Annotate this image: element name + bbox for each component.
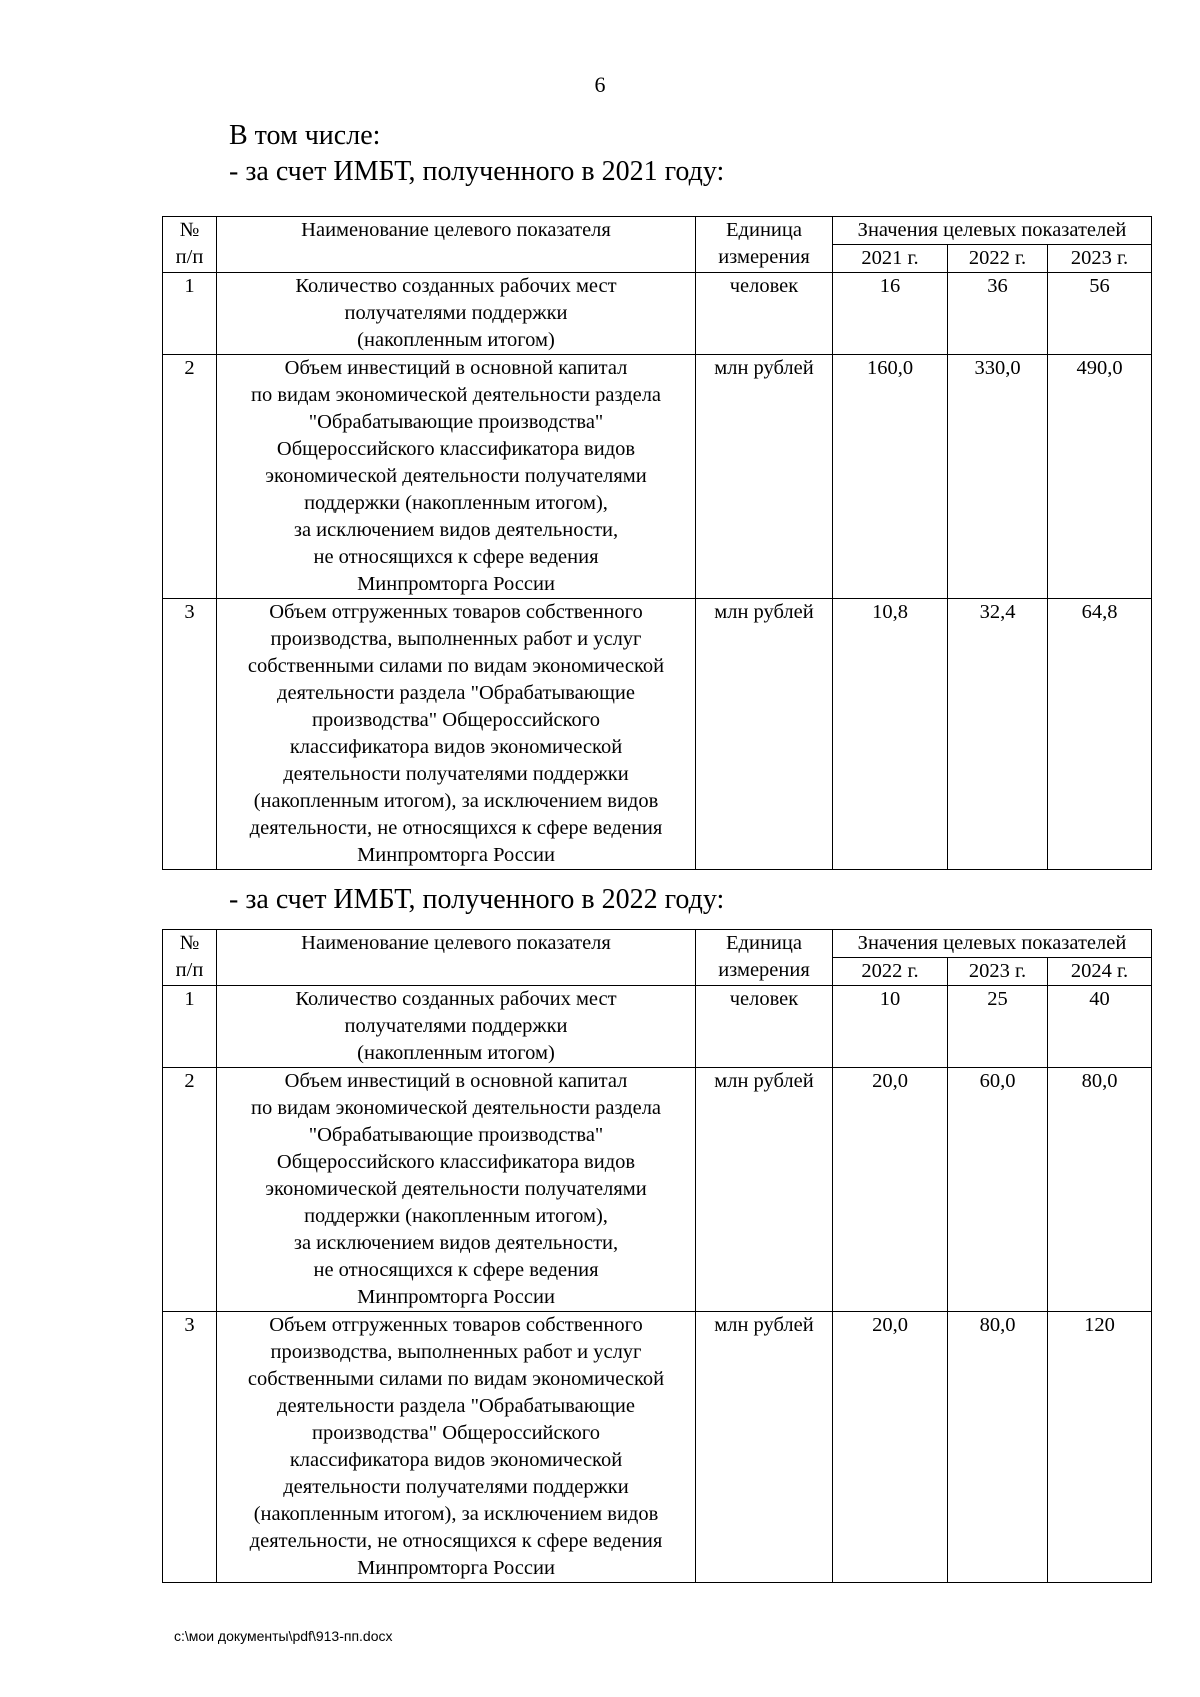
- indicator-value: 64,8: [1048, 599, 1152, 870]
- indicator-name: Количество созданных рабочих мест получателями поддержки (накопленным итогом): [217, 273, 696, 355]
- header-indicator-name: Наименование целевого показателя: [217, 217, 696, 273]
- indicator-unit: млн рублей: [696, 1312, 833, 1583]
- indicator-value: 40: [1048, 986, 1152, 1068]
- indicator-name: Объем инвестиций в основной капитал по видам экономической деятельности раздела "Обрабатывающие производства" Общероссийского классификатора видов экономической деятельности получателями поддержки (накопленным итогом), за исключением видов деятельности, не относящихся к сфере ведения Минпромторга России: [217, 355, 696, 599]
- header-number-abbr: п/п: [175, 246, 204, 268]
- row-number: 3: [163, 599, 217, 870]
- table-row: [163, 273, 1152, 355]
- row-number: 3: [163, 1312, 217, 1583]
- indicator-name: Объем отгруженных товаров собственного производства, выполненных работ и услуг собственными силами по видам экономической деятельности раздела "Обрабатывающие производства" Общероссийского классификатора видов экономической деятельности получателями поддержки (накопленным итогом), за исключением видов деятельности, не относящихся к сфере ведения Минпромторга России: [217, 1312, 696, 1583]
- header-year: 2023 г.: [948, 958, 1048, 986]
- indicator-value: 36: [948, 273, 1048, 355]
- table-row: [163, 1068, 1152, 1312]
- header-number-abbr: п/п: [175, 959, 204, 981]
- row-number: 1: [163, 986, 217, 1068]
- indicator-unit: млн рублей: [696, 1068, 833, 1312]
- indicator-name: Объем инвестиций в основной капитал по видам экономической деятельности раздела "Обрабатывающие производства" Общероссийского классификатора видов экономической деятельности получателями поддержки (накопленным итогом), за исключением видов деятельности, не относящихся к сфере ведения Минпромторга России: [217, 1068, 696, 1312]
- indicator-value: 25: [948, 986, 1048, 1068]
- header-unit: [696, 217, 833, 273]
- header-number-symbol: №: [179, 219, 200, 241]
- indicator-unit: человек: [696, 986, 833, 1068]
- indicator-name: Объем отгруженных товаров собственного производства, выполненных работ и услуг собственными силами по видам экономической деятельности раздела "Обрабатывающие производства" Общероссийского классификатора видов экономической деятельности получателями поддержки (накопленным итогом), за исключением видов деятельности, не относящихся к сфере ведения Минпромторга России: [217, 599, 696, 870]
- indicator-value: 120: [1048, 1312, 1152, 1583]
- indicators-table-2021: [162, 216, 1152, 870]
- indicator-value: 10: [833, 986, 948, 1068]
- header-unit: [696, 930, 833, 986]
- header-year: 2022 г.: [948, 245, 1048, 273]
- indicator-unit: человек: [696, 273, 833, 355]
- header-unit-line2: измерения: [718, 246, 810, 268]
- section-caption-2021: - за счет ИМБТ, полученного в 2021 году:: [229, 156, 725, 187]
- section-caption-2022: - за счет ИМБТ, полученного в 2022 году:: [229, 884, 725, 915]
- intro-line: В том числе:: [229, 120, 381, 151]
- footer-file-path: c:\мои документы\pdf\913-пп.docx: [174, 1628, 393, 1644]
- table-row: [163, 355, 1152, 599]
- indicator-value: 20,0: [833, 1312, 948, 1583]
- indicator-name: Количество созданных рабочих мест получателями поддержки (накопленным итогом): [217, 986, 696, 1068]
- indicator-value: 60,0: [948, 1068, 1048, 1312]
- header-unit-line1: Единица: [726, 219, 802, 241]
- header-year: 2022 г.: [833, 958, 948, 986]
- row-number: 2: [163, 1068, 217, 1312]
- header-number: [163, 930, 217, 986]
- indicator-value: 20,0: [833, 1068, 948, 1312]
- indicator-value: 56: [1048, 273, 1152, 355]
- indicator-value: 80,0: [1048, 1068, 1152, 1312]
- header-unit-line2: измерения: [718, 959, 810, 981]
- row-number: 1: [163, 273, 217, 355]
- indicators-table-2022: [162, 929, 1152, 1583]
- indicator-value: 32,4: [948, 599, 1048, 870]
- header-year: 2023 г.: [1048, 245, 1152, 273]
- indicator-value: 10,8: [833, 599, 948, 870]
- header-year: 2021 г.: [833, 245, 948, 273]
- table-row: [163, 599, 1152, 870]
- header-year: 2024 г.: [1048, 958, 1152, 986]
- indicator-unit: млн рублей: [696, 599, 833, 870]
- header-target-values: Значения целевых показателей: [833, 930, 1152, 958]
- row-number: 2: [163, 355, 217, 599]
- indicator-unit: млн рублей: [696, 355, 833, 599]
- indicator-value: 80,0: [948, 1312, 1048, 1583]
- indicator-value: 16: [833, 273, 948, 355]
- intro-text: [229, 118, 724, 190]
- header-indicator-name: Наименование целевого показателя: [217, 930, 696, 986]
- table-row: [163, 1312, 1152, 1583]
- header-number-symbol: №: [179, 932, 200, 954]
- indicator-value: 490,0: [1048, 355, 1152, 599]
- indicator-value: 160,0: [833, 355, 948, 599]
- indicator-value: 330,0: [948, 355, 1048, 599]
- page-number: 6: [594, 72, 606, 97]
- header-number: [163, 217, 217, 273]
- header-unit-line1: Единица: [726, 932, 802, 954]
- table-row: [163, 986, 1152, 1068]
- header-target-values: Значения целевых показателей: [833, 217, 1152, 245]
